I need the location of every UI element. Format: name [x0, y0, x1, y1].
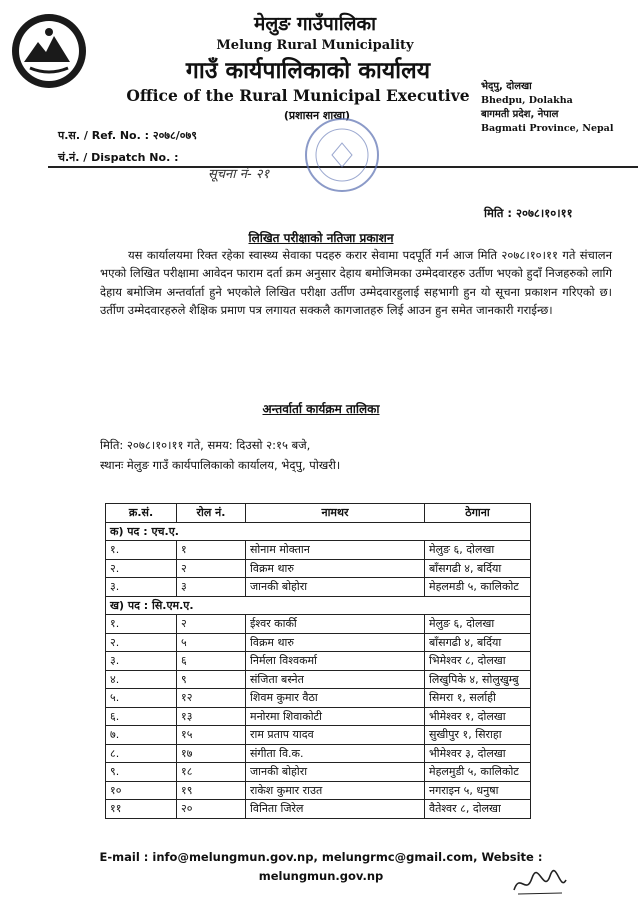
office-name-nepali: गाउँ कार्यपालिकाको कार्यालय [185, 58, 431, 84]
cell-serial: ४. [106, 670, 177, 689]
group-label: ख) पद : सि.एम.ए. [106, 596, 531, 615]
province-nepali: बागमती प्रदेश, नेपाल [481, 109, 559, 120]
table-row [106, 763, 531, 782]
cell-name: मनोरमा शिवाकोटी [246, 707, 425, 726]
office-name-english: Office of the Rural Municipal Executive [126, 86, 470, 105]
cell-serial: ११ [106, 800, 177, 819]
table-row [106, 800, 531, 819]
cell-address: भीमेश्वर ३, दोलखा [425, 744, 531, 763]
cell-serial: १० [106, 781, 177, 800]
section-name: (प्रशासन शाखा) [283, 109, 351, 122]
cell-address: लिखुपिके ४, सोलुखुम्बु [425, 670, 531, 689]
interview-venue: स्थानः मेलुङ गाउँ कार्यपालिकाको कार्यालय, भेद्पु, पोखरी। [100, 458, 341, 472]
col-name: नामथर [246, 504, 425, 523]
table-row [106, 707, 531, 726]
signature-icon [510, 866, 570, 900]
cell-roll: २ [177, 615, 246, 634]
government-emblem-logo [10, 12, 88, 90]
cell-name: राकेश कुमार राउत [246, 781, 425, 800]
table-row [106, 781, 531, 800]
notice-date: मिति : २०७८।१०।११ [484, 206, 573, 220]
cell-address: बाँसगढी ४, बर्दिया [425, 633, 531, 652]
cell-roll: ९ [177, 670, 246, 689]
cell-roll: १७ [177, 744, 246, 763]
cell-address: मेहलमुडी ५, कालिकोट [425, 763, 531, 782]
cell-roll: १९ [177, 781, 246, 800]
table-row [106, 744, 531, 763]
cell-name: शिवम कुमार वैठा [246, 689, 425, 708]
table-row [106, 670, 531, 689]
cell-roll: १८ [177, 763, 246, 782]
cell-address: मेहलमडी ५, कालिकोट [425, 578, 531, 597]
cell-serial: २. [106, 633, 177, 652]
cell-name: जानकी बोहोरा [246, 763, 425, 782]
cell-name: जानकी बोहोरा [246, 578, 425, 597]
dispatch-number: चं.नं. / Dispatch No. : [58, 151, 179, 164]
cell-address: वैतेश्वर ८, दोलखा [425, 800, 531, 819]
cell-roll: १ [177, 541, 246, 560]
group-row-ha [106, 522, 531, 541]
office-stamp-icon [302, 115, 382, 195]
table-row [106, 726, 531, 745]
cell-name: संगीता वि.क. [246, 744, 425, 763]
municipality-name-english: Melung Rural Municipality [216, 38, 414, 53]
group-label: क) पद : एच.ए. [106, 522, 531, 541]
table-row [106, 559, 531, 578]
col-address: ठेगाना [425, 504, 531, 523]
handwritten-notice-number: सूचना नं- २१ [208, 167, 270, 182]
table-header-row [106, 504, 531, 523]
cell-roll: २ [177, 559, 246, 578]
cell-serial: ५. [106, 689, 177, 708]
cell-roll: ५ [177, 633, 246, 652]
cell-roll: २० [177, 800, 246, 819]
ref-label: प.स. / Ref. No. : [58, 129, 150, 142]
cell-address: मेलुङ ६, दोलखा [425, 541, 531, 560]
cell-roll: १३ [177, 707, 246, 726]
cell-serial: २. [106, 559, 177, 578]
cell-serial: ३. [106, 652, 177, 671]
cell-serial: ६. [106, 707, 177, 726]
cell-roll: १२ [177, 689, 246, 708]
address-english: Bhedpu, Dolakha [481, 95, 573, 106]
cell-serial: १. [106, 615, 177, 634]
table-row [106, 578, 531, 597]
notice-body: यस कार्यालयमा रिक्त रहेका स्वास्थ्य सेवाका पदहरु करार सेवामा पदपूर्ति गर्न आज मिति २०७८।१०।११ गते संचालन भएको लिखित परीक्षामा आवेदन फाराम दर्ता क्रम अनुसार देहाय बमोजिमका उम्मेदवारहरु उर्तीण भएको हुदाँ निजहरुको लागि देहाय बमोजिम अन्तर्वार्ता हुने भएकोले लिखित परीक्षा उर्तीण उम्मेदवारहुलाई सहभागी हुन यो सूचना प्रकाशन गरिएको छ। उर्तीण उम्मेदवारहरुले शैक्षिक प्रमाण पत्र लगायत सक्कलै कागजातहरु लिई आउन हुन समेत जानकारी गराईन्छ। [100, 248, 612, 318]
cell-address: सुखीपुर १, सिराहा [425, 726, 531, 745]
cell-address: मेलुङ ६, दोलखा [425, 615, 531, 634]
notice-subject: लिखित परीक्षाको नतिजा प्रकाशन [248, 231, 394, 245]
cell-address: सिमरा १, सर्लाही [425, 689, 531, 708]
province-english: Bagmati Province, Nepal [481, 123, 614, 134]
footer-email: E-mail : info@melungmun.gov.np, melungrmc@gmail.com, Website : [99, 850, 543, 864]
cell-roll: ६ [177, 652, 246, 671]
cell-address: भिमेश्वर ८, दोलखा [425, 652, 531, 671]
cell-name: विक्रम थारु [246, 559, 425, 578]
cell-serial: ८. [106, 744, 177, 763]
cell-name: ईश्वर कार्की [246, 615, 425, 634]
candidate-table [105, 503, 531, 819]
table-row [106, 689, 531, 708]
cell-roll: ३ [177, 578, 246, 597]
interview-date-time: मिति: २०७८।१०।११ गते, समय: दिउसो २:१५ बजे, [100, 438, 311, 452]
address-nepali: भेद्पु, दोलखा [481, 81, 532, 92]
cell-name: संजिता बस्नेत [246, 670, 425, 689]
table-row [106, 541, 531, 560]
cell-address: नगराइन ५, धनुषा [425, 781, 531, 800]
cell-name: विनिता जिरेल [246, 800, 425, 819]
cell-name: निर्मला विश्वकर्मा [246, 652, 425, 671]
interview-schedule-title: अन्तर्वार्ता कार्यक्रम तालिका [262, 402, 380, 416]
cell-name: सोनाम मोक्तान [246, 541, 425, 560]
cell-roll: १५ [177, 726, 246, 745]
group-row-cma [106, 596, 531, 615]
reference-number [58, 128, 197, 143]
table-row [106, 615, 531, 634]
cell-serial: ९. [106, 763, 177, 782]
table-row [106, 652, 531, 671]
footer-website: melungmun.gov.np [258, 869, 384, 883]
cell-address: बाँसगढी ४, बर्दिया [425, 559, 531, 578]
office-address [481, 80, 613, 136]
municipality-name-nepali: मेलुङ गाउँपालिका [253, 13, 377, 35]
cell-serial: १. [106, 541, 177, 560]
col-serial: क्र.सं. [106, 504, 177, 523]
cell-address: भीमेश्वर १, दोलखा [425, 707, 531, 726]
cell-name: राम प्रताप यादव [246, 726, 425, 745]
cell-name: विक्रम थारु [246, 633, 425, 652]
cell-serial: ७. [106, 726, 177, 745]
ref-value: २०७८/०७९ [152, 129, 197, 142]
col-roll: रोल नं. [177, 504, 246, 523]
cell-serial: ३. [106, 578, 177, 597]
table-row [106, 633, 531, 652]
